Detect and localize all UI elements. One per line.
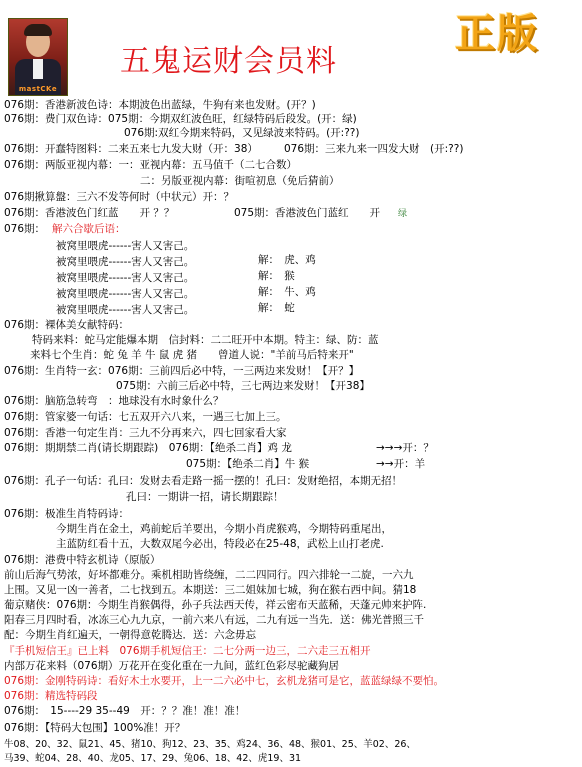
line-8c: 绿: [398, 209, 408, 219]
line-31: 『手机短信王』已上料 076期手机短信王：二七分两一边三，二六走三五相开: [4, 645, 371, 657]
riddle-5: 被窝里喂虎------害人又害己。: [56, 304, 195, 316]
line-13: 076期：生肖特一玄：076期：三前四后必中特，一三两边来发财！【开？】: [4, 365, 360, 377]
line-11: 特码来料：蛇马定能爆本期 信封料：二二旺开中本期。特主：绿、防：蓝: [32, 334, 379, 346]
line-33: 076期：金刚特码诗：看好木土水要开，上一二六必中七，玄机龙猪可是它，蓝蓝绿绿不要怕。: [4, 675, 445, 687]
line-24: 主蓝防红看十五，大数双尾今必出，特段必在25-48，武松上山打老虎.: [56, 538, 384, 550]
line-23: 今期生肖在金土，鸡前蛇后羊要出，今期小肖虎猴鸡，今期特码重尾出，: [56, 523, 392, 535]
line-32: 内部万花来料（076期）万花开在变化重在一九间，蓝红色彩尽驼藏狗居: [4, 660, 340, 672]
line-8a: 076期：香港波色门红蓝 开 ？？: [4, 207, 175, 219]
line-8b: 075期：香港波色门蓝红 开: [234, 207, 381, 219]
line-20: 076期：孔子一句话：孔曰：发财去看走路一摇一摆的！孔曰：发财绝招，本期无招！: [4, 475, 403, 487]
line-5: 076期：两版亚视内幕：一：亚视内幕：五马值千（二七合数）: [4, 159, 298, 171]
line-10: 076期：裸体美女献特码：: [4, 319, 130, 331]
line-35: 076期： 15----29 35--49 开：？？准！准！准！: [4, 705, 246, 717]
line-34: 076期：精选特码段: [4, 690, 98, 702]
line-29: 阳春三月四时看，冰冻三心九九京，一前六来八有远，二九有远一当先．送：佛光普照三千: [4, 614, 424, 626]
line-27: 上围。又见一凶一善者，二七找到五。本期送：三二姐妹加七城，狗在猴右西中间。猜18: [4, 584, 417, 596]
line-15: 076期：脑筋急转弯 ：地球没有水时象什么？: [4, 395, 224, 407]
riddle-1-answer: 解： 虎、鸡: [258, 254, 316, 266]
line-16: 076期：管家婆一句话：七五双开六八来，一遇三七加上三。: [4, 411, 287, 423]
line-7: 076期揪算盤：三六不发等何时（中状元）开：？: [4, 191, 235, 203]
riddle-4: 被窝里喂虎------害人又害己。: [56, 288, 195, 300]
line-21: 孔曰：一期讲一招，请长期跟踪！: [126, 491, 284, 503]
line-26: 前山后海气势浓，好坏都难分。乘机相助皆绕缠，二二四同行。四六排轮一二旋，一六九: [4, 569, 414, 581]
riddle-2: 被窝里喂虎------害人又害己。: [56, 256, 195, 268]
line-14: 075期：六前三后必中特，三七两边来发财！【开38】: [116, 380, 370, 392]
line-36: 076期：【特码大包围】100%准！开？: [4, 722, 186, 734]
avatar-hair: [24, 24, 52, 36]
line-30: 配：今期生肖红遍天，一朝得意乾腾达．送：六念毋忘: [4, 629, 256, 641]
riddle-3: 被窝里喂虎------害人又害己。: [56, 272, 195, 284]
riddle-2-answer: 解： 猴: [258, 270, 295, 282]
line-38: 马39、蛇04、28、40、龙05、17、29、兔06、18、42、虎19、31: [4, 753, 302, 764]
line-22: 076期：极准生肖特码诗：: [4, 508, 130, 520]
line-18b: →→→开：？: [376, 442, 434, 454]
line-19b: →→开：羊: [376, 458, 426, 470]
line-28: 葡京赌侠：076期：今期生肖猴偶得，孙子兵法西天传，祥云密布天蓝稀，天蓬元帅来护阵.: [4, 599, 427, 611]
line-18a: 076期：期期禁二肖(请长期跟踪) 076期：【绝杀二肖】鸡 龙: [4, 442, 292, 454]
avatar-shirt: [33, 59, 43, 79]
riddle-4-answer: 解： 蛇: [258, 302, 295, 314]
line-9a: 076期：: [4, 223, 46, 235]
genuine-stamp: 正版: [455, 11, 539, 57]
line-6: 二：另版亚视内幕：街喧初息（免后猜前）: [140, 175, 340, 187]
page-title: 五鬼运财会员料: [120, 44, 337, 79]
line-19a: 075期：【绝杀二肖】牛 猴: [186, 458, 310, 470]
riddle-1: 被窝里喂虎------害人又害己。: [56, 240, 195, 252]
riddle-3-answer: 解： 牛、鸡: [258, 286, 316, 298]
page-header: [0, 0, 582, 95]
line-3: 076期:双红今期来特码，又见绿波来特码。(开:??): [124, 127, 360, 139]
line-37: 牛08、20、32、鼠21、45、猪10、狗12、23、35、鸡24、36、48、猴01、25、羊02、26、: [4, 739, 416, 750]
line-4a: 076期：开蠢特图料：二来五来七九发大财（开：38）: [4, 143, 258, 155]
avatar-caption: mastCKe: [18, 85, 58, 93]
line-1: 076期：香港新波色诗：本期波色出蓝绿，牛狗有来也发财。(开？): [4, 99, 316, 111]
line-4b: 076期：三来九来一四发大财 (开:??): [284, 143, 464, 155]
line-25: 076期：港费中特玄机诗（原版）: [4, 554, 161, 566]
line-9b: 解六合歇后语：: [52, 223, 126, 235]
line-17: 076期：香港一句定生肖：三九不分再来六，四七回家看大家: [4, 427, 287, 439]
avatar: [8, 18, 68, 96]
line-2: 076期：费门双色诗：075期：今期双红波色旺，红绿特码后段发。(开：绿): [4, 113, 357, 125]
line-12: 来料七个生肖：蛇 兔 羊 牛 鼠 虎 猪 曾道人说："羊前马后特来开": [30, 349, 354, 361]
